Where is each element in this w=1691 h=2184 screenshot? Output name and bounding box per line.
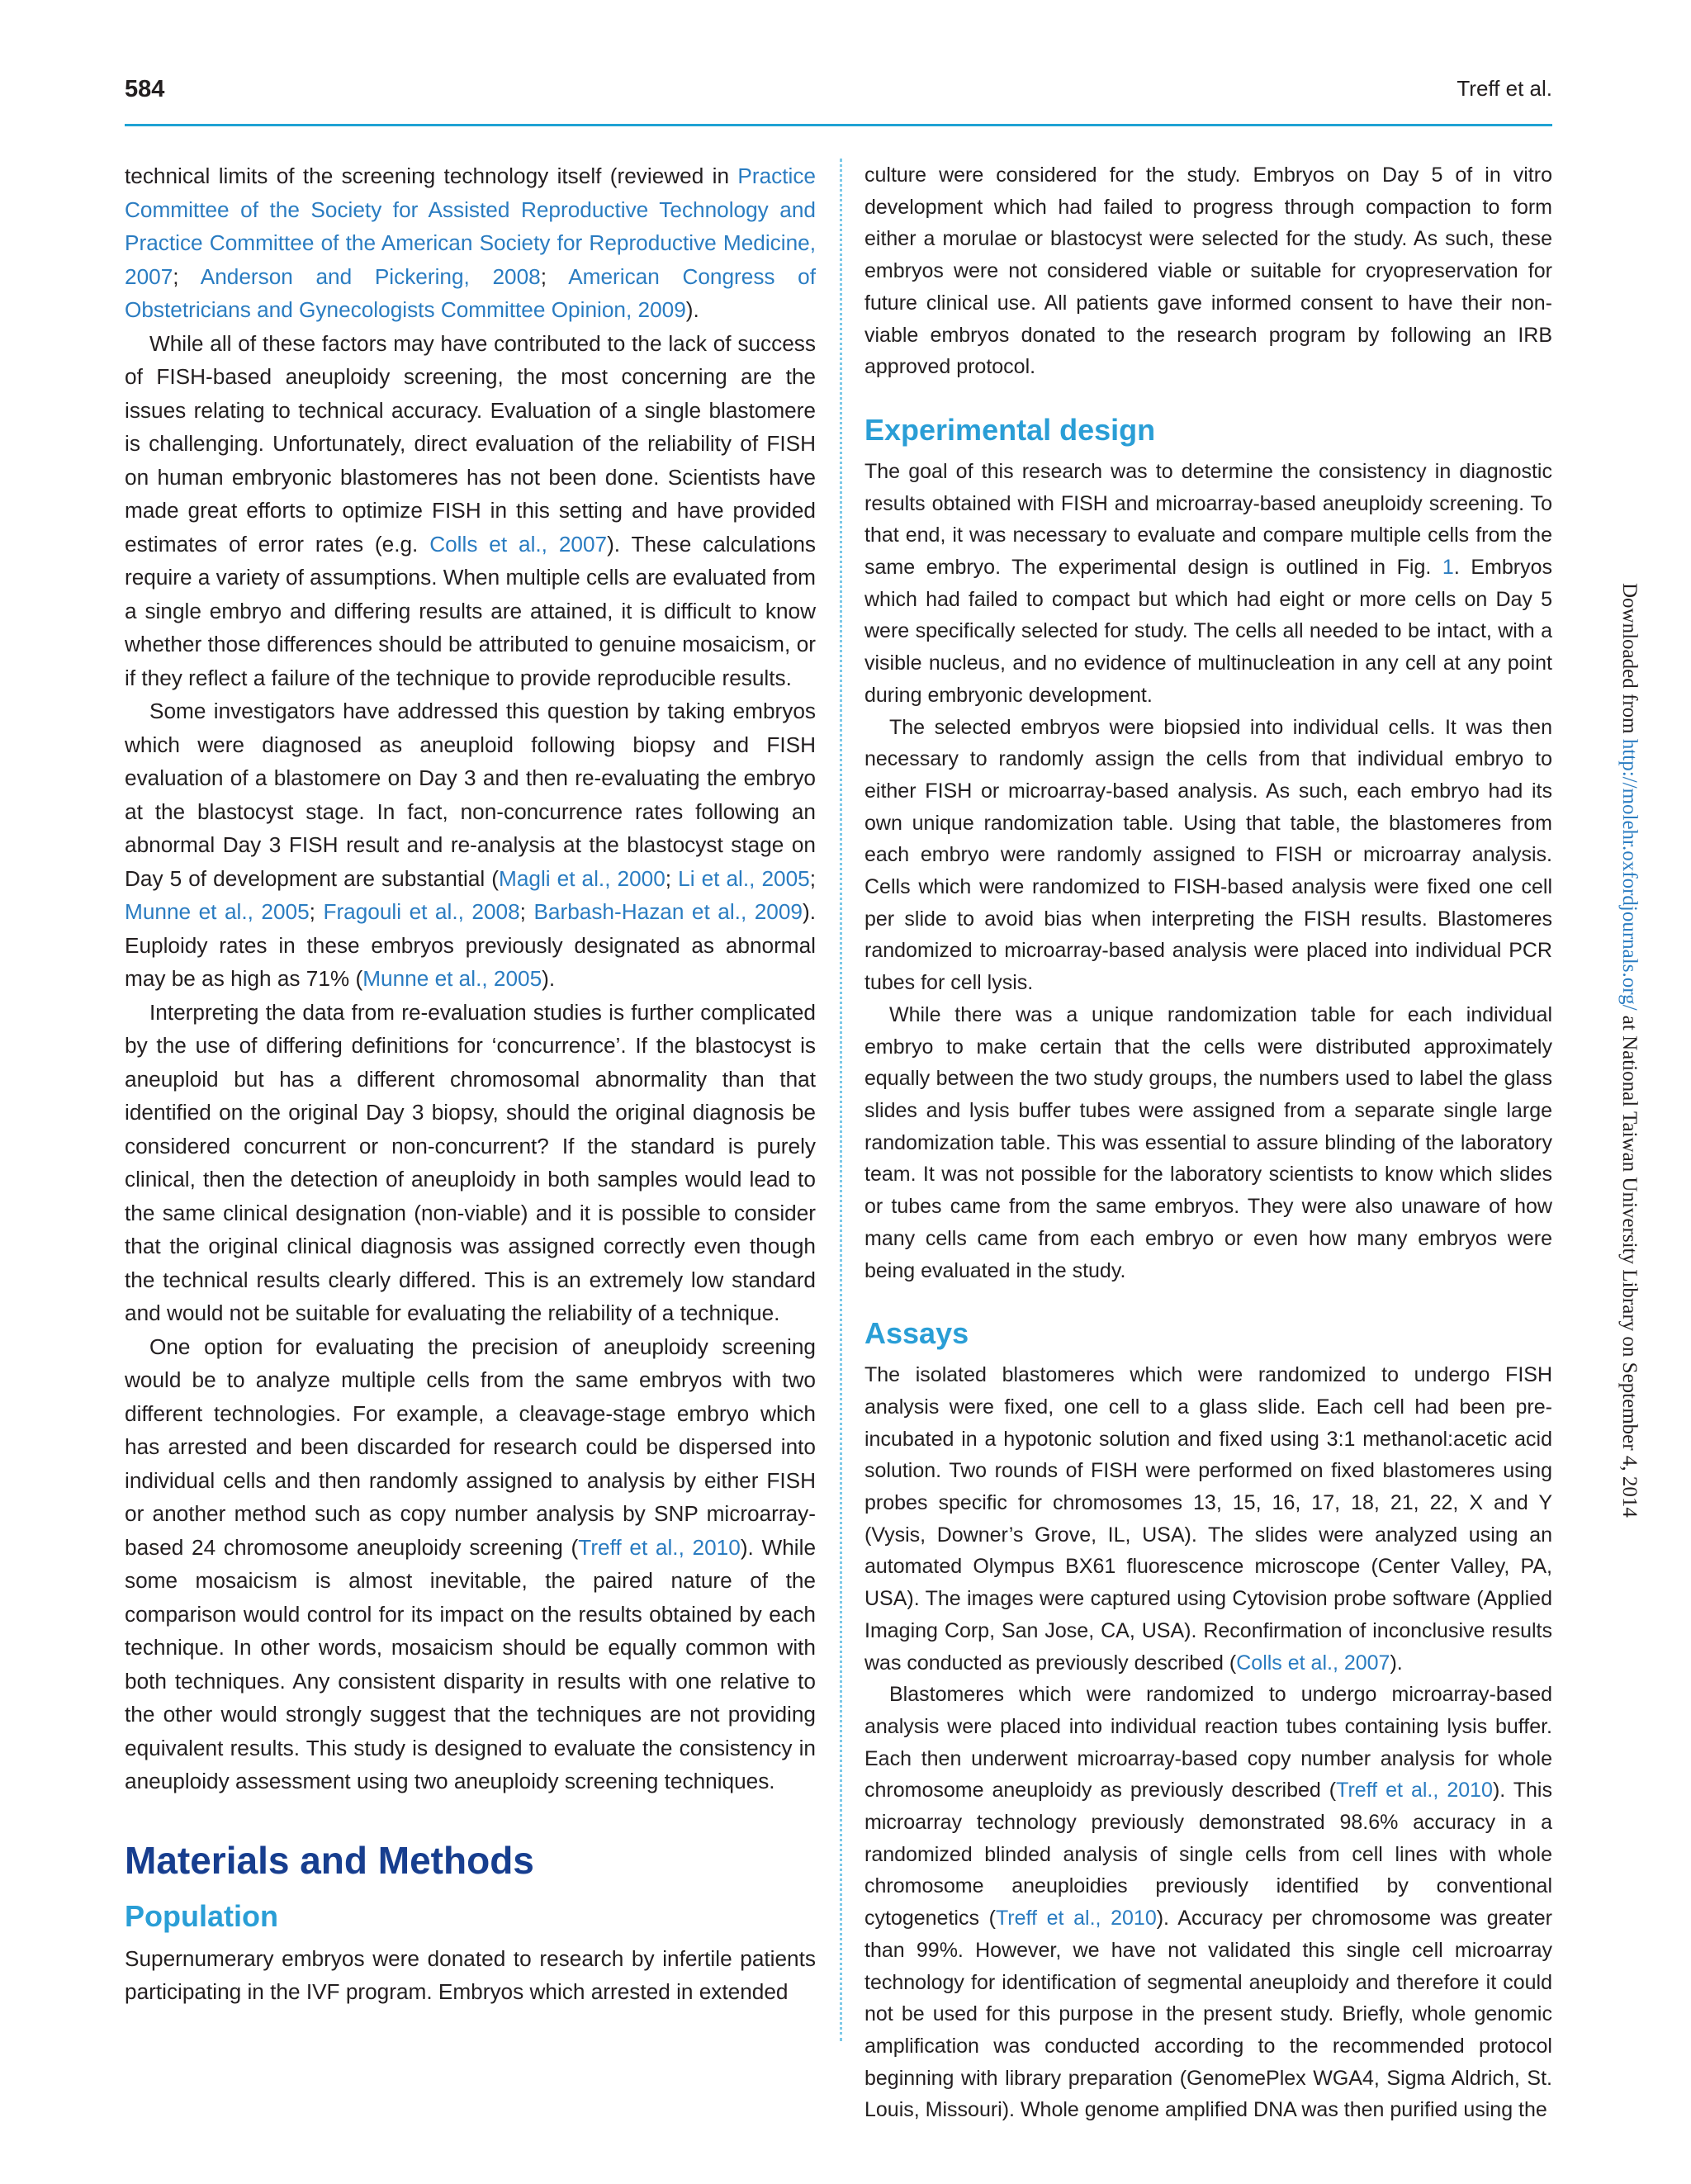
text: ).	[685, 297, 699, 322]
paragraph: The selected embryos were biopsied into individual cells. It was then necessary to randomly assign the cells from that individual embryo to either FISH or microarray-based analysis. As such, each embryo had its own unique randomization table. Using that table, the blastomeres from each embryo were randomly assigned to FISH or microarray analysis. Cells which were randomized to FISH-based analysis were fixed one cell per slide to avoid bias when interpreting the FISH results. Blastomeres randomized to microarray-based analysis were placed into individual PCR tubes for cell lysis.	[864, 715, 1552, 995]
right-column	[864, 159, 1552, 2126]
text: ;	[519, 899, 534, 924]
citation-link[interactable]: Anderson and Pickering, 2008	[200, 263, 541, 289]
text: ;	[173, 263, 201, 289]
text: Downloaded from	[1618, 583, 1641, 739]
paragraph	[864, 1679, 1552, 2126]
text: ;	[540, 263, 569, 289]
running-head: Treff et al.	[1457, 76, 1552, 101]
download-notice	[1618, 583, 1658, 1805]
page-header	[125, 76, 1552, 126]
citation-link[interactable]: Colls et al., 2007	[429, 531, 608, 557]
citation-link[interactable]: Barbash-Hazan et al., 2009	[533, 899, 803, 924]
text: The isolated blastomeres which were randomized to undergo FISH analysis were fixed, one cell to a glass slide. Each cell had been pre-incubated in a hypotonic solution and fixed using 3:1 methanol:acetic acid solution. Two rounds of FISH were performed on fixed blastomeres using probes specific for chromosomes 13, 15, 16, 17, 18, 21, 22, X and Y (Vysis, Downer’s Grove, IL, USA). The slides were analyzed using an automated Olympus BX61 fluorescence microscope (Center Valley, PA, USA). The images were captured using Cytovision probe software (Applied Imaging Corp, San Jose, CA, USA). Reconfirmation of inconclusive results was conducted as previously described (	[864, 1363, 1552, 1675]
paragraph	[864, 1359, 1552, 1679]
citation-link[interactable]: Fragouli et al., 2008	[323, 899, 520, 924]
text: ).	[542, 966, 556, 991]
header-rule	[125, 124, 1552, 126]
paragraph	[125, 159, 816, 327]
section-heading: Materials and Methods	[125, 1838, 534, 1882]
text: ;	[309, 899, 324, 924]
left-column	[125, 159, 816, 2009]
paragraph	[125, 694, 816, 996]
text: Blastomeres which were randomized to undergo microarray-based analysis were placed into individual reaction tubes containing lysis buffer. Each then underwent microarray-based copy number analysis for whole chromosome aneuploidy as previously described (	[864, 1683, 1552, 1803]
paragraph: culture were considered for the study. Embryos on Day 5 of in vitro development which had failed to progress through compaction to form either a morulae or blastocyst were selected for the study. As such, these embryos were not considered viable or suitable for cryopreservation for future clinical use. All patients gave informed consent to have their non-viable embryos donated to the research program by following an IRB approved protocol.	[864, 163, 1552, 379]
citation-link[interactable]: Practice Committee of the Society for Assisted Reproductive Technology and Practice Committee of the American Society for Reproductive Medicine, 2007	[125, 163, 816, 289]
text: The goal of this research was to determine the consistency in diagnostic results obtained with FISH and microarray-based aneuploidy screening. To that end, it was necessary to evaluate and compare multiple cells from the same embryo. The experimental design is outlined in Fig.	[864, 459, 1552, 580]
paragraph	[125, 327, 816, 695]
text: ;	[665, 865, 679, 891]
text: ). Euploidy rates in these embryos previously designated as abnormal may be as high as 71% (	[125, 899, 816, 991]
paragraph	[864, 456, 1552, 712]
text: ;	[809, 865, 816, 891]
subsection-heading: Experimental design	[864, 412, 1156, 447]
subsection-heading: Assays	[864, 1316, 969, 1351]
citation-link[interactable]: Li et al., 2005	[678, 865, 810, 891]
citation-link[interactable]: Munne et al., 2005	[362, 966, 542, 991]
download-link[interactable]: http://molehr.oxfordjournals.org/	[1618, 738, 1641, 1011]
text: technical limits of the screening technology itself (reviewed in	[125, 163, 738, 188]
paragraph: Supernumerary embryos were donated to research by infertile patients participating in the IVF program. Embryos which arrested in extended	[125, 1945, 816, 2004]
citation-link[interactable]: Munne et al., 2005	[125, 899, 310, 924]
column-divider	[840, 159, 842, 2041]
text: ).	[1390, 1651, 1403, 1675]
text: . Embryos which had failed to compact but which had eight or more cells on Day 5 were specifically selected for study. The cells all needed to be intact, with a visible nucleus, and no evidence of multinucleation in any cell at any point during embryonic development.	[864, 556, 1552, 707]
citation-link[interactable]: Treff et al., 2010	[1336, 1779, 1493, 1803]
paragraph	[125, 1330, 816, 1798]
paragraph: Interpreting the data from re-evaluation studies is further complicated by the use of differing definitions for ‘concurrence’. If the blastocyst is aneuploid but has a different chromosomal abnormality than that identified on the original Day 3 biopsy, should the original diagnosis be considered concurrent or non-concurrent? If the standard is purely clinical, then the detection of aneuploidy in both samples would lead to the same clinical designation (non-viable) and it is possible to consider that the original clinical diagnosis was assigned correctly even though the technical results clearly differed. This is an extremely low standard and would not be suitable for evaluating the reliability of a technique.	[125, 999, 816, 1325]
page-number: 584	[125, 76, 165, 102]
citation-link[interactable]: Treff et al., 2010	[995, 1907, 1157, 1931]
text: ). These calculations require a variety of assumptions. When multiple cells are evaluated from a single embryo and differing results are attained, it is difficult to know whether those differences should be attributed to genuine mosaicism, or if they reflect a failure of the technique to provide reproducible results.	[125, 531, 816, 690]
text: ). Accuracy per chromosome was greater than 99%. However, we have not validated this single cell microarray technology for identification of segmental aneuploidy and therefore it could not be used for this purpose in the present study. Briefly, whole genomic amplification was conducted according to the recommended protocol beginning with library preparation (GenomePlex WGA4, Sigma Aldrich, St. Louis, Missouri). Whole genome amplified DNA was then purified using the	[864, 1907, 1552, 2122]
figure-link[interactable]: 1	[1442, 556, 1454, 580]
text: ). While some mosaicism is almost inevitable, the paired nature of the comparison would control for its impact on the results obtained by each technique. In other words, mosaicism should be equally common with both techniques. Any consistent disparity in results with one relative to the other would strongly suggest that the techniques are not providing equivalent results. This study is designed to evaluate the consistency in aneuploidy assessment using two aneuploidy screening techniques.	[125, 1534, 817, 1793]
text: While all of these factors may have contributed to the lack of success of FISH-based aneuploidy screening, the most concerning are the issues relating to technical accuracy. Evaluation of a single blastomere is challenging. Unfortunately, direct evaluation of the reliability of FISH on human embryonic blastomeres has not been done. Scientists have made great efforts to optimize FISH in this setting and have provided estimates of error rates (e.g.	[125, 330, 816, 557]
text: One option for evaluating the precision of aneuploidy screening would be to analyze multiple cells from the same embryos with two different technologies. For example, a cleavage-stage embryo which has arrested and been discarded for research could be dispersed into individual cells and then randomly assigned to analysis by either FISH or another method such as copy number analysis by SNP microarray-based 24 chromosome aneuploidy screening (	[125, 1334, 816, 1560]
text: ). This microarray technology previously demonstrated 98.6% accuracy in a randomized blinded analysis of single cells from cell lines with whole chromosome aneuploidies previously identified by conventional cytogenetics (	[864, 1779, 1552, 1931]
citation-link[interactable]: Colls et al., 2007	[1236, 1651, 1390, 1675]
subsection-heading: Population	[125, 1898, 278, 1933]
paragraph: While there was a unique randomization table for each individual embryo to make certain that the cells were distributed approximately equally between the two study groups, the numbers used to label the glass slides and lysis buffer tubes were assigned from a separate single large randomization table. This was essential to assure blinding of the laboratory team. It was not possible for the laboratory scientists to know which slides or tubes came from the same embryos. They were also unaware of how many cells came from each embryo or even how many embryos were being evaluated in the study.	[864, 1002, 1552, 1282]
text: at National Taiwan University Library on September 4, 2014	[1618, 1010, 1641, 1518]
citation-link[interactable]: Magli et al., 2000	[499, 865, 666, 891]
citation-link[interactable]: Treff et al., 2010	[578, 1534, 741, 1560]
download-notice-text	[1617, 583, 1641, 1518]
citation-link[interactable]: American Congress of Obstetricians and Gynecologists Committee Opinion, 2009	[125, 263, 817, 322]
text: Some investigators have addressed this question by taking embryos which were diagnosed as aneuploid following biopsy and FISH evaluation of a blastomere on Day 3 and then re-evaluating the embryo at the blastocyst stage. In fact, non-concurrence rates following an abnormal Day 3 FISH result and re-analysis at the blastocyst stage on Day 5 of development are substantial (	[125, 699, 816, 891]
